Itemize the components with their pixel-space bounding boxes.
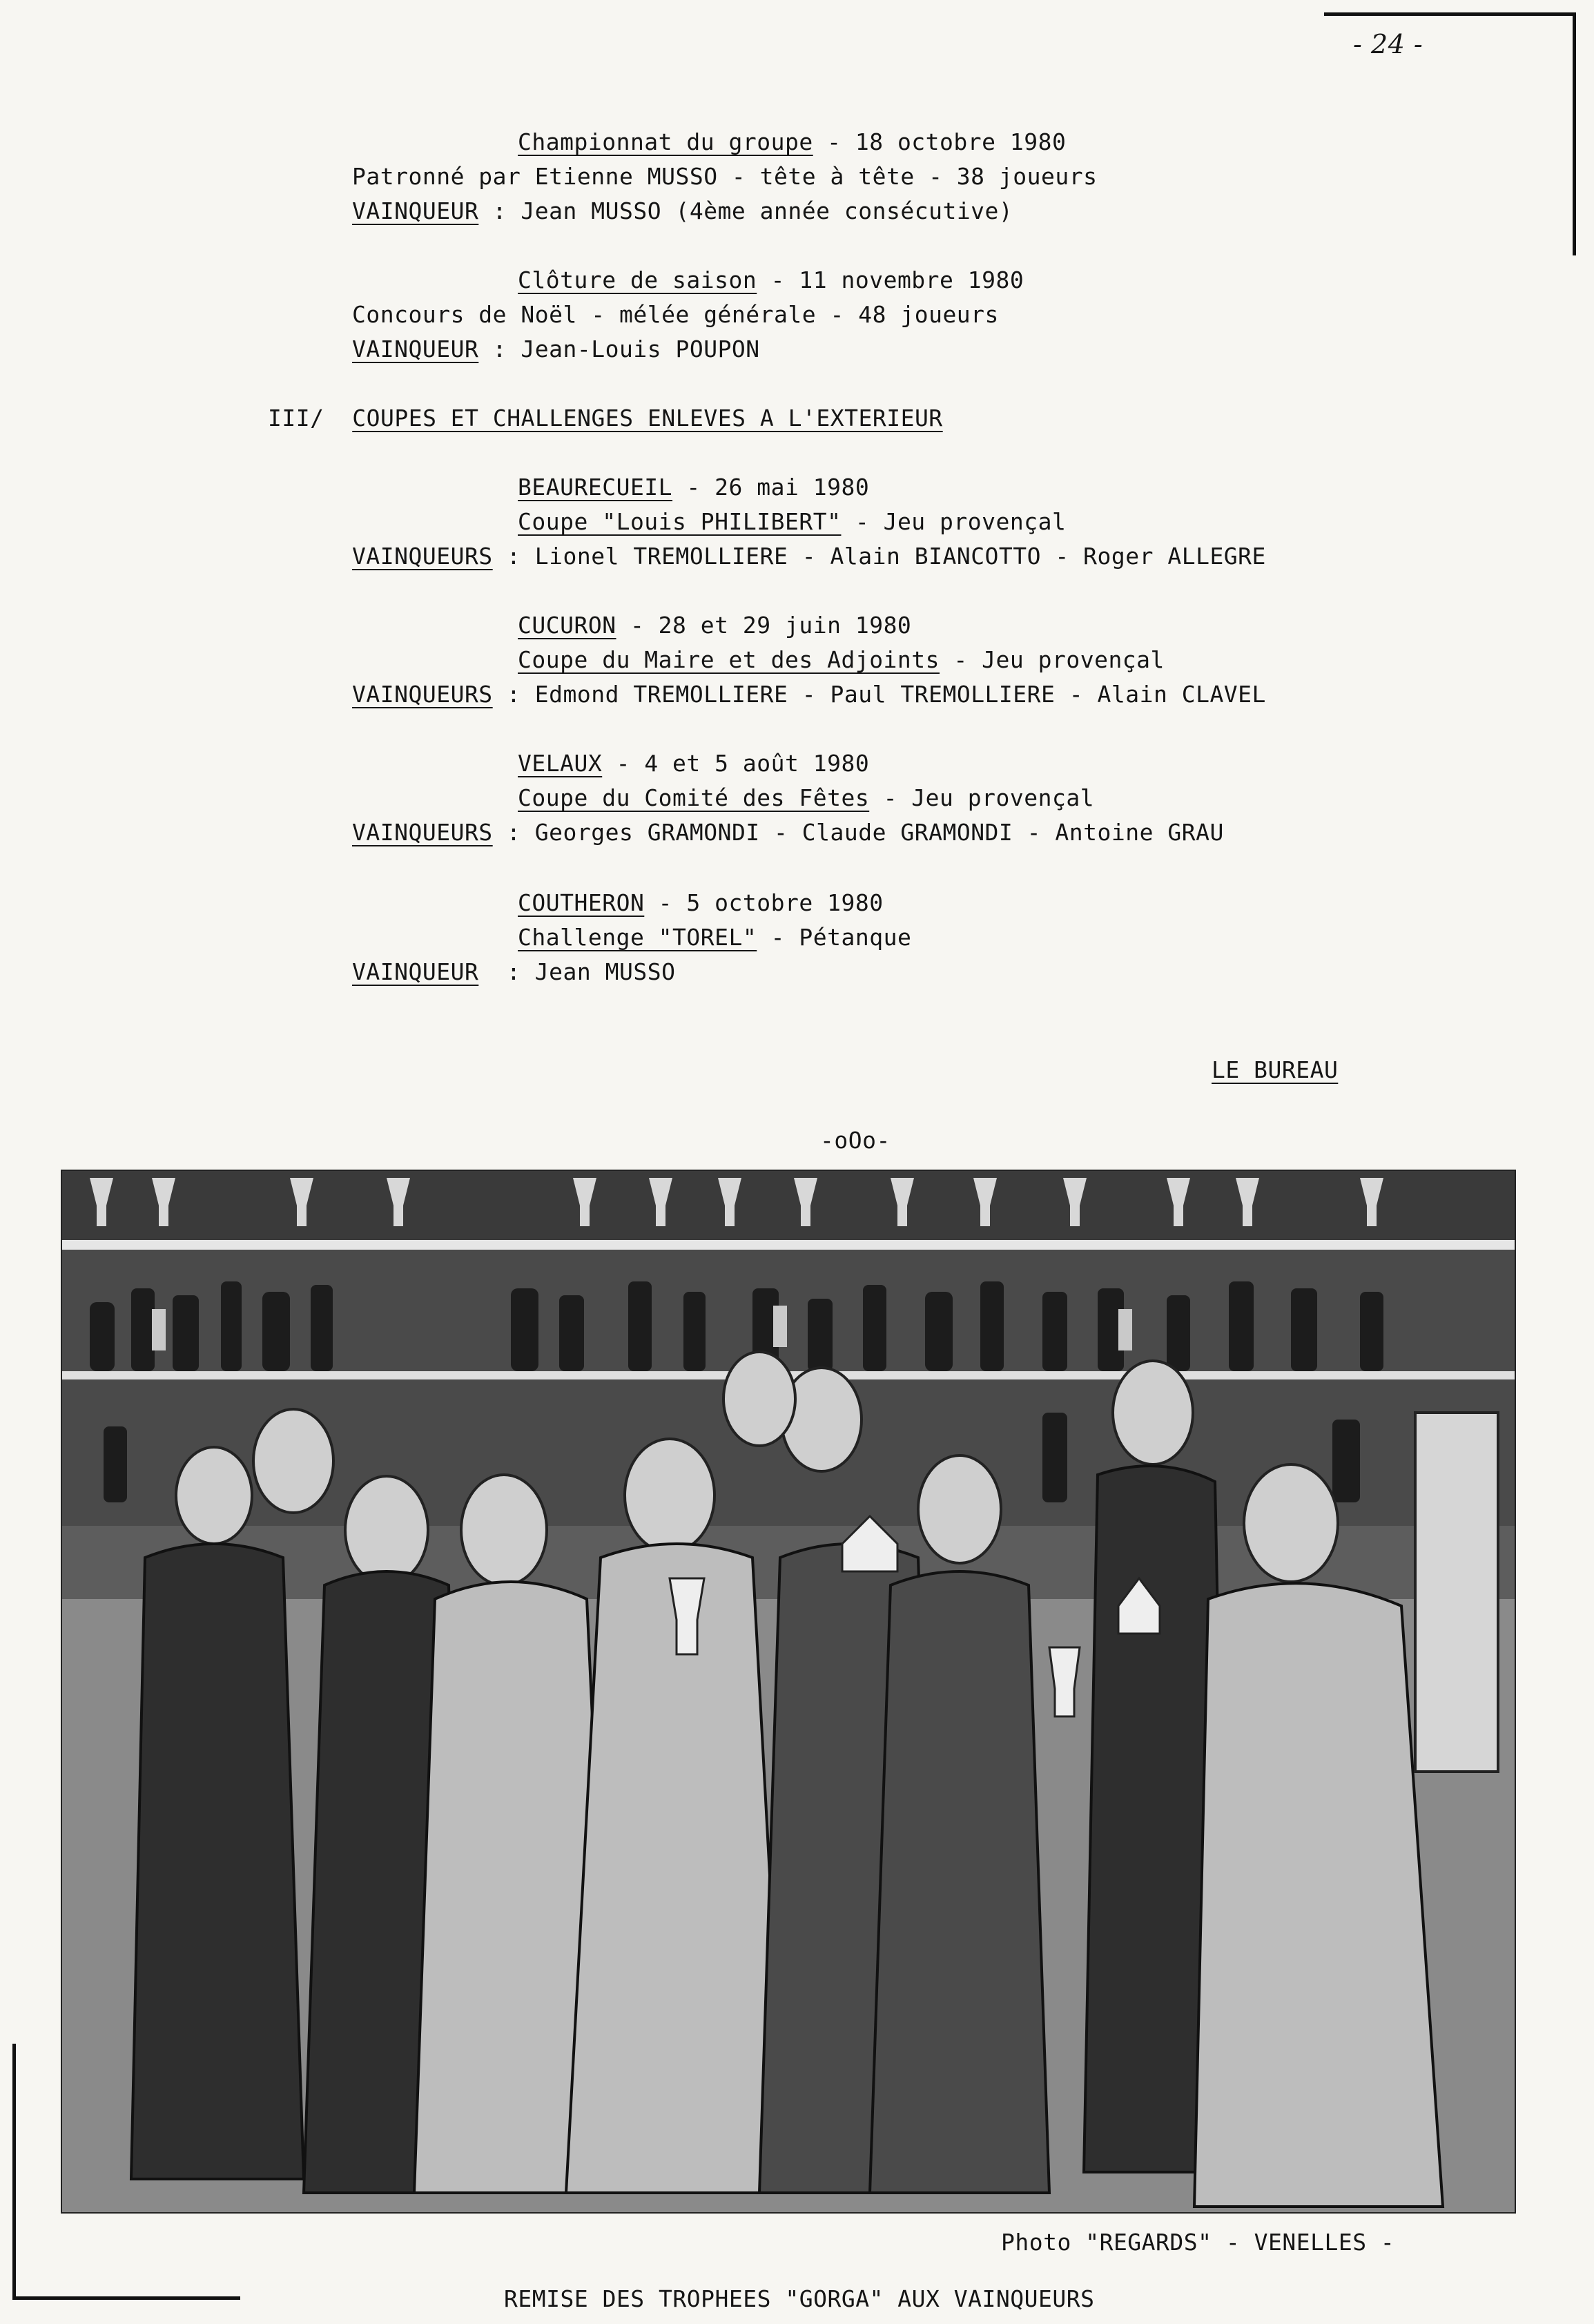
winner-names: : Lionel TREMOLLIERE - Alain BIANCOTTO - Roger ALLEGRE bbox=[492, 543, 1266, 570]
event-title: Clôture de saison bbox=[518, 267, 757, 293]
page-number: - 24 - bbox=[1353, 29, 1423, 59]
event-place-line bbox=[518, 612, 911, 639]
section-title: COUPES ET CHALLENGES ENLEVES A L'EXTERIEUR bbox=[352, 405, 943, 432]
event-cup: Coupe du Comité des Fêtes bbox=[518, 784, 870, 811]
event-game: - Jeu provençal bbox=[841, 508, 1067, 535]
separator: -oOo- bbox=[820, 1127, 891, 1154]
event-date: - 28 et 29 juin 1980 bbox=[616, 612, 912, 639]
event-cup-line bbox=[518, 646, 1165, 674]
group-photo bbox=[61, 1170, 1516, 2214]
event-cloture bbox=[518, 267, 1024, 294]
event-place: BEAURECUEIL bbox=[518, 474, 673, 501]
winner-line bbox=[352, 543, 1266, 570]
event-date: - 18 octobre 1980 bbox=[813, 128, 1067, 155]
winner-names: : Jean MUSSO (4ème année consécutive) bbox=[478, 197, 1013, 224]
winner-label: VAINQUEURS bbox=[352, 819, 493, 846]
event-details: Concours de Noël - mélée générale - 48 joueurs bbox=[352, 301, 999, 328]
winner-label: VAINQUEUR bbox=[352, 197, 479, 224]
winner-line bbox=[352, 958, 675, 986]
event-title: Championnat du groupe bbox=[518, 128, 813, 155]
event-cup-line bbox=[518, 784, 1094, 812]
winner-label: VAINQUEUR bbox=[352, 336, 479, 362]
event-date: - 11 novembre 1980 bbox=[757, 267, 1024, 293]
event-details: Patronné par Etienne MUSSO - tête à tête - 38 joueurs bbox=[352, 163, 1098, 190]
photo-image bbox=[62, 1171, 1515, 2212]
event-championnat bbox=[518, 128, 1066, 156]
winner-line bbox=[352, 681, 1266, 708]
winner-label: VAINQUEURS bbox=[352, 681, 493, 708]
event-place-line bbox=[518, 889, 884, 917]
event-place-line bbox=[518, 750, 869, 777]
corner-mark-bottom-vertical bbox=[12, 2044, 16, 2299]
corner-mark-bottom-horizontal bbox=[12, 2296, 240, 2300]
winner-label: VAINQUEUR bbox=[352, 958, 479, 985]
event-cup: Coupe "Louis PHILIBERT" bbox=[518, 508, 842, 535]
corner-mark-top-horizontal bbox=[1324, 12, 1576, 16]
section-heading bbox=[268, 405, 943, 432]
event-cup-line bbox=[518, 924, 911, 951]
event-date: - 26 mai 1980 bbox=[672, 474, 870, 501]
event-date: - 5 octobre 1980 bbox=[644, 889, 884, 916]
event-cup: Coupe du Maire et des Adjoints bbox=[518, 646, 940, 673]
event-place: VELAUX bbox=[518, 750, 603, 777]
winner-names: : Jean MUSSO bbox=[478, 958, 676, 985]
winner-names: : Jean-Louis POUPON bbox=[478, 336, 760, 362]
event-game: - Pétanque bbox=[757, 924, 912, 951]
event-cup: Challenge "TOREL" bbox=[518, 924, 757, 951]
winner-names: : Edmond TREMOLLIERE - Paul TREMOLLIERE - Alain CLAVEL bbox=[492, 681, 1266, 708]
photo-credit: Photo "REGARDS" - VENELLES - bbox=[1001, 2229, 1395, 2256]
event-place: CUCURON bbox=[518, 612, 616, 639]
corner-mark-top-vertical bbox=[1573, 12, 1576, 255]
signature: LE BUREAU bbox=[1212, 1056, 1339, 1083]
winner-line bbox=[352, 819, 1224, 846]
section-number: III/ bbox=[268, 405, 324, 432]
event-game: - Jeu provençal bbox=[869, 784, 1095, 811]
photo-caption: REMISE DES TROPHEES "GORGA" AUX VAINQUEURS bbox=[504, 2285, 1095, 2312]
winner-names: : Georges GRAMONDI - Claude GRAMONDI - Antoine GRAU bbox=[492, 819, 1224, 846]
winner-line bbox=[352, 336, 760, 363]
event-place-line bbox=[518, 474, 869, 501]
event-place: COUTHERON bbox=[518, 889, 645, 916]
winner-label: VAINQUEURS bbox=[352, 543, 493, 570]
winner-line bbox=[352, 197, 1013, 225]
event-cup-line bbox=[518, 508, 1066, 536]
event-game: - Jeu provençal bbox=[940, 646, 1165, 673]
event-date: - 4 et 5 août 1980 bbox=[602, 750, 870, 777]
